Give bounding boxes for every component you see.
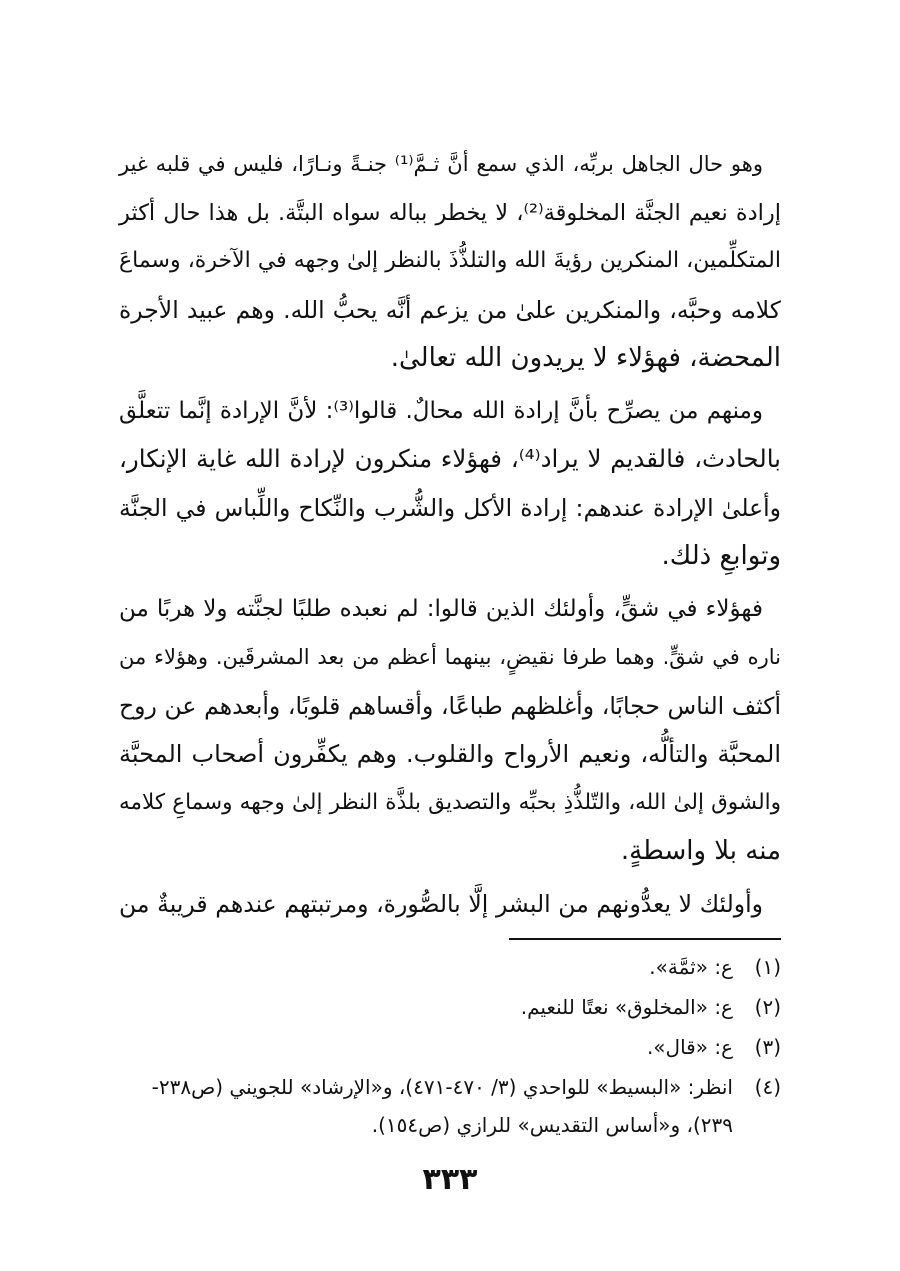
paragraph [119, 585, 781, 876]
paragraph [119, 140, 781, 383]
text-line: المحبَّة والتألُّه، ونعيم الأرواح والقلوب. وهم يكفِّرون أصحاب المحبَّة [119, 740, 781, 768]
text-line: المحضة، فهؤلاء لا يريدون الله تعالىٰ. [390, 343, 781, 373]
footnote-number: (٢) [754, 995, 781, 1019]
footnote-text [119, 988, 733, 1026]
footnote [119, 1028, 781, 1066]
footnote [119, 988, 781, 1026]
footnote-text [119, 948, 733, 986]
text-line: وتوابعِ ذلك. [661, 541, 781, 571]
text-line: أكثف الناس حجابًا، وأغلظهم طباعًا، وأقساهم قلوبًا، وأبعدهم عن روح [119, 691, 781, 720]
footnote-text [119, 1068, 733, 1144]
footnote-number: (١) [754, 955, 781, 979]
paragraph [119, 387, 781, 581]
footnote [119, 1068, 781, 1144]
text-line: وهو حال الجاهل بربِّه، الذي سمع أنَّ ثـمَّ⁽¹⁾ جنـةً ونـارًا، فليس في قلبه غير [119, 152, 763, 176]
paragraph [119, 880, 781, 929]
text-line: كلامه وحبَّه، والمنكرين علىٰ من يزعم أنَّه يحبُّ الله. وهم عبيد الأجرة [119, 295, 781, 324]
page-number: ٣٣٣ [422, 1162, 478, 1197]
text-line: وأولئك لا يعدُّونهم من البشر إلَّا بالصُّورة، ومرتبتهم عندهم قريبةٌ من [119, 889, 763, 918]
footnote-separator [509, 938, 781, 940]
footnote-number: (٣) [754, 1035, 781, 1059]
footnote-line: ع: «قال». [646, 1035, 733, 1059]
text-line: ناره في شقٍّ. وهما طرفا نقيضٍ، بينهما أعظم من بعد المشرقَين. وهؤلاء من [119, 645, 781, 669]
text-line: منه بلا واسطةٍ. [620, 836, 781, 866]
text-line: وأعلىٰ الإرادة عندهم: إرادة الأكل والشُّرب والنِّكاح واللِّباس في الجنَّة [119, 493, 781, 522]
text-line: المتكلِّمين، المنكرين رؤيةَ الله والتلذُّذَ بالنظر إلىٰ وجهه في الآخرة، وسماعَ [119, 248, 781, 273]
text-line: ومنهم من يصرِّح بأنَّ إرادة الله محالٌ. قالوا⁽³⁾: لأنَّ الإرادة إنَّما تتعلَّق [119, 397, 763, 424]
text-line: إرادة نعيم الجنَّة المخلوقة⁽²⁾، لا يخطر بباله سواه البتَّة. بل هذا حال أكثر [119, 199, 781, 226]
footnote-line: ع: «ثمَّة». [649, 955, 733, 979]
footnote-text [119, 1028, 733, 1066]
footnote [119, 948, 781, 986]
footnote-line: ع: «المخلوق» نعتًا للنعيم. [520, 995, 733, 1019]
footnotes [119, 948, 781, 1146]
page-body [119, 140, 781, 932]
text-line: والشوق إلىٰ الله، والتّلذُّذِ بحبِّه والتصديق بلذَّة النظر إلىٰ وجهه وسماعِ كلامه [119, 789, 781, 815]
text-line: فهؤلاء في شقٍّ، وأولئك الذين قالوا: لم نعبده طلبًا لجنَّته ولا هربًا من [119, 595, 763, 622]
footnote-number: (٤) [754, 1075, 781, 1099]
footnote-line: انظر: «البسيط» للواحدي (٣/ ٤٧٠-٤٧١)، و«الإرشاد» للجويني (ص٢٣٨- [151, 1075, 733, 1099]
footnote-line: ٢٣٩)، و«أساس التقديس» للرازي (ص١٥٤). [371, 1113, 733, 1137]
text-line: بالحادث، فالقديم لا يراد⁽⁴⁾، فهؤلاء منكرون لإرادة الله غاية الإنكار، [119, 444, 781, 473]
